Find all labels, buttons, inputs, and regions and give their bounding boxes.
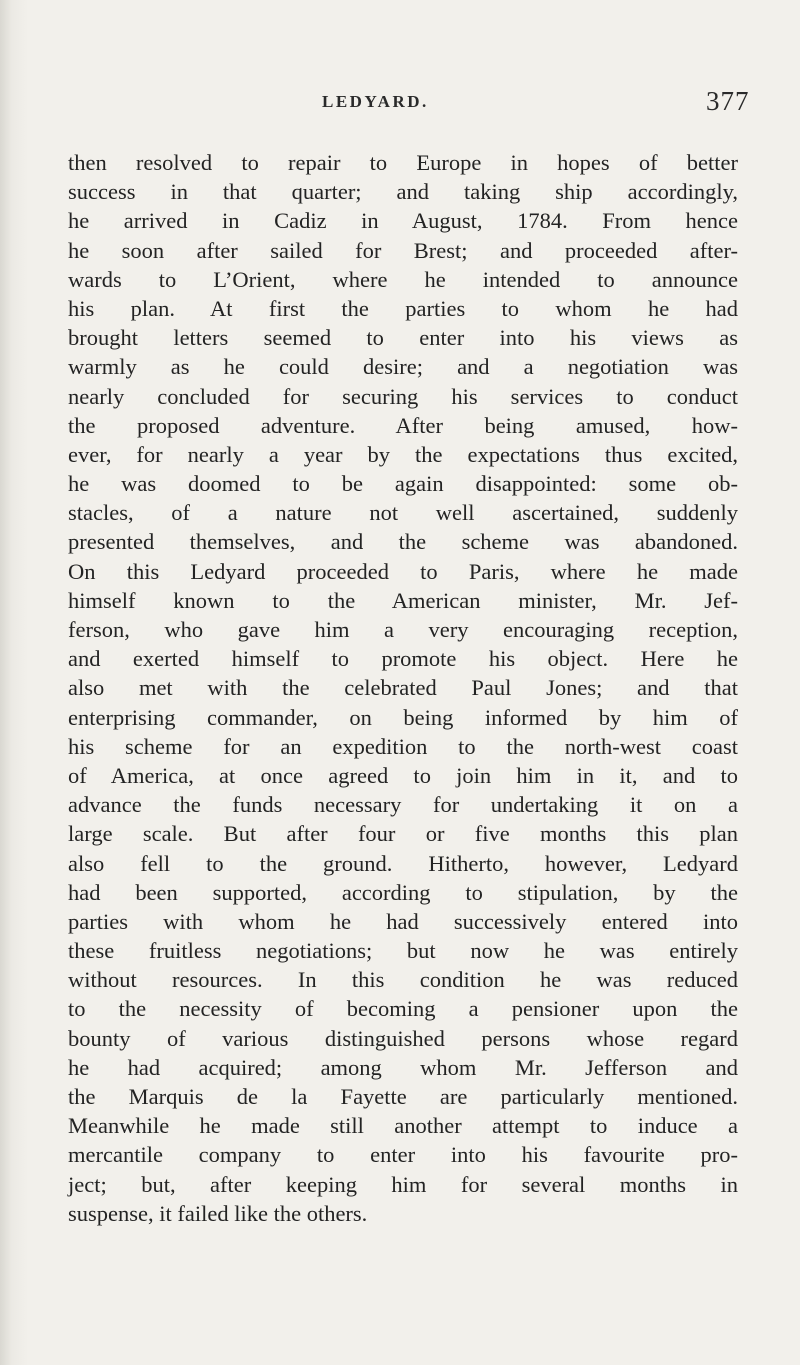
text-line: bounty of various distinguished persons whose regard xyxy=(68,1025,738,1051)
text-line: without resources. In this condition he was reduced xyxy=(68,967,738,993)
text-line: then resolved to repair to Europe in hopes of better xyxy=(68,150,738,175)
text-line: nearly concluded for securing his services to conduct xyxy=(68,383,738,409)
text-line: also met with the celebrated Paul Jones; and that xyxy=(68,675,738,701)
text-line: stacles, of a nature not well ascertained, suddenly xyxy=(68,500,738,526)
text-line: Meanwhile he made still another attempt to induce a xyxy=(68,1113,738,1139)
text-line: and exerted himself to promote his object. Here he xyxy=(68,646,738,672)
text-line: advance the funds necessary for undertaking it on a xyxy=(68,792,738,818)
text-line: ferson, who gave him a very encouraging reception, xyxy=(68,617,738,642)
text-line: enterprising commander, on being informed by him of xyxy=(68,704,738,730)
text-line: had been supported, according to stipulation, by the xyxy=(68,879,738,905)
text-line: warmly as he could desire; and a negotiation was xyxy=(68,354,738,380)
text-line: he soon after sailed for Brest; and proceeded after- xyxy=(68,237,738,263)
text-line: presented themselves, and the scheme was abandoned. xyxy=(68,529,738,555)
text-line: also fell to the ground. Hitherto, however, Ledyard xyxy=(68,850,738,876)
text-line: large scale. But after four or five months this plan xyxy=(68,821,738,847)
text-line: to the necessity of becoming a pensioner upon the xyxy=(68,996,738,1022)
text-line: mercantile company to enter into his favourite pro- xyxy=(68,1142,738,1168)
text-line: parties with whom he had successively entered into xyxy=(68,908,738,934)
text-line: the Marquis de la Fayette are particularly mentioned. xyxy=(68,1084,738,1109)
body-paragraph xyxy=(68,148,738,1228)
running-head xyxy=(0,86,800,116)
text-line: of America, at once agreed to join him in it, and to xyxy=(68,762,738,788)
text-line: he arrived in Cadiz in August, 1784. From hence xyxy=(68,208,738,234)
text-line: brought letters seemed to enter into his views as xyxy=(68,325,738,351)
text-line: he was doomed to be again disappointed: some ob- xyxy=(68,471,738,497)
text-line: these fruitless negotiations; but now he was entirely xyxy=(68,938,738,964)
text-line: On this Ledyard proceeded to Paris, where he made xyxy=(68,558,738,584)
text-line: success in that quarter; and taking ship accordingly, xyxy=(68,179,738,205)
page-number: 377 xyxy=(706,86,750,116)
text-line: he had acquired; among whom Mr. Jefferson and xyxy=(68,1054,738,1080)
running-title: LEDYARD. xyxy=(322,92,429,111)
text-line: ever, for nearly a year by the expectations thus excited, xyxy=(68,441,738,467)
text-line: his plan. At first the parties to whom he had xyxy=(68,295,738,321)
text-line: suspense, it failed like the others. xyxy=(68,1200,368,1226)
text-line: the proposed adventure. After being amused, how- xyxy=(68,412,738,438)
text-line: wards to L’Orient, where he intended to announce xyxy=(68,266,738,292)
text-line: himself known to the American minister, Mr. Jef- xyxy=(68,587,738,613)
text-line: his scheme for an expedition to the north-west coast xyxy=(68,733,738,759)
text-line: ject; but, after keeping him for several months in xyxy=(68,1171,738,1197)
